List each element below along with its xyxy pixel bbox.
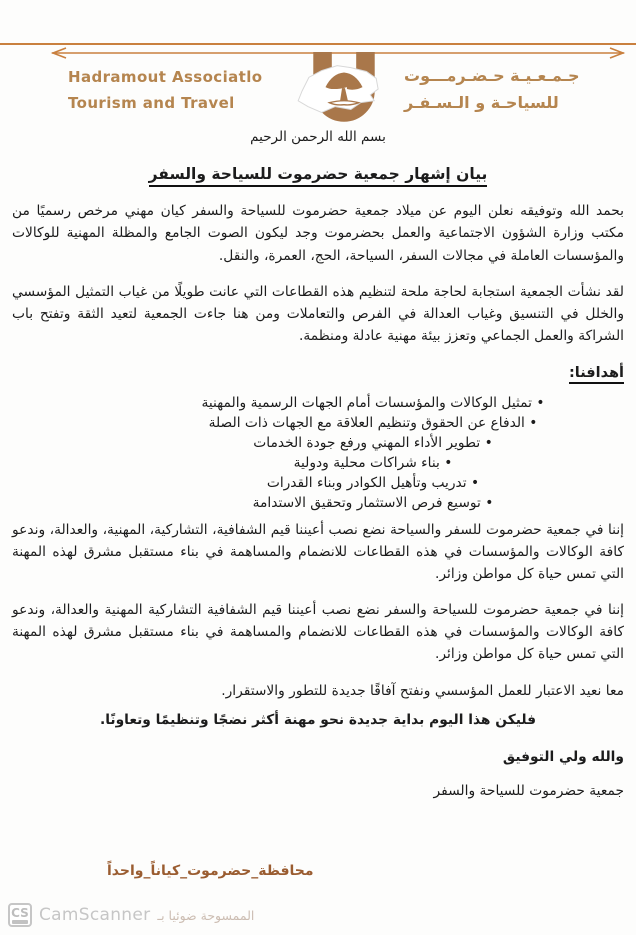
objectives-heading-text: أهدافنا: [569,365,624,384]
document-title-text: بيان إشهار جمعية حضرموت للسياحة والسفر [149,165,488,187]
hashtag-text: محافظة_حضرموت_كياناً_واحداً [107,862,314,879]
objectives-list [12,393,624,513]
tawfiq-line: والله ولي التوفيق [502,749,624,766]
camscanner-badge-bar [12,920,28,924]
brand-arabic-line2: للسياحـة و الـسـفـر [404,93,559,113]
letterhead [0,52,636,130]
signature-line: جمعية حضرموت للسياحة والسفر [433,782,624,799]
brand-name-english [10,52,284,117]
objective-item: • الدفاع عن الحقوق وتنظيم العلاقة مع الجهات ذات الصلة [122,413,624,433]
brand-name-arabic [404,52,626,116]
brand-english-line2: Tourism and Travel [68,94,235,113]
camscanner-watermark [8,903,254,927]
closing-emphasis: فليكن هذا اليوم بداية جديدة نحو مهنة أكثر نضجًا وتنظيمًا وتعاونًا. [99,712,537,729]
top-horizontal-rule [0,43,636,45]
camscanner-badge-icon [8,903,32,927]
document-body [0,125,636,882]
hashtag-row [12,860,624,882]
camscanner-watermark-english: CamScanner [39,905,151,925]
camscanner-watermark-arabic: الممسوحة ضوئيا بـ [157,907,255,923]
camscanner-badge-label: CS [11,906,29,920]
logo-u-map-tree-icon [290,52,398,130]
brand-arabic-line1: جـمـعـيـة حـضـرمـــوت [404,66,580,85]
objectives-heading [12,362,624,385]
paragraph-values-1: إننا في جمعية حضرموت للسفر والسياحة نضع نصب أعيننا قيم الشفافية، التشاركية، المهنية، والعدالة، وندعو كافة الوكالات والمؤسسات في هذه القطاعات للانضمام والمساهمة في بناء مستقبل مشرق لهذه المهنة التي تمس حياة كل مواطن وزائر. [12,521,624,583]
objective-item: • تدريب وتأهيل الكوادر وبناء القدرات [122,473,624,493]
paragraph-values-2: إننا في جمعية حضرموت للسياحة والسفر نضع نصب أعيننا قيم الشفافية التشاركية المهنية والعدالة، وندعو كافة الوكالات والمؤسسات في هذه القطاعات للانضمام والمساهمة في بناء مستقبل مشرق لهذه المهنة التي تمس حياة كل مواطن وزائر. [12,602,624,663]
basmala-line: بسم الله الرحمن الرحيم [250,129,386,145]
objective-item: • تطوير الأداء المهني ورفع جودة الخدمات [122,433,624,453]
objective-item: • توسيع فرص الاستثمار وتحقيق الاستدامة [122,493,624,513]
paragraph-announcement: بحمد الله وتوفيقه نعلن اليوم عن ميلاد جمعية حضرموت للسياحة والسفر كيان مهني مرخص رسميًا من مكتب وزارة الشؤون الاجتماعية والعمل بحضرموت وجد ليكون الصوت الجامع والمظلة المهنية للوكالات والمؤسسات العاملة في مجالات السفر، السياحة، الحج، العمرة، والنقل. [12,203,624,264]
document-title [12,162,624,187]
objective-item: • بناء شراكات محلية ودولية [122,453,624,473]
objective-item: • تمثيل الوكالات والمؤسسات أمام الجهات الرسمية والمهنية [122,393,624,413]
paragraph-background: لقد نشأت الجمعية استجابة لحاجة ملحة لتنظيم هذه القطاعات التي عانت طويلًا من غياب التمثيل المؤسسي والخلل في التنسيق وغياب العدالة في الفرص والتعاملات ومن هنا جاءت الجمعية لتعيد الثقة وتفتح باب الشراكة والعمل الجماعي وتعزز بيئة مهنية عادلة ومنظمة. [12,283,624,344]
association-logo [284,52,404,130]
brand-english-line1: Hadramout Associatlo [68,68,263,86]
closing-statement: معا نعيد الاعتبار للعمل المؤسسي ونفتح آفاقًا جديدة للتطور والاستقرار. [221,683,624,700]
